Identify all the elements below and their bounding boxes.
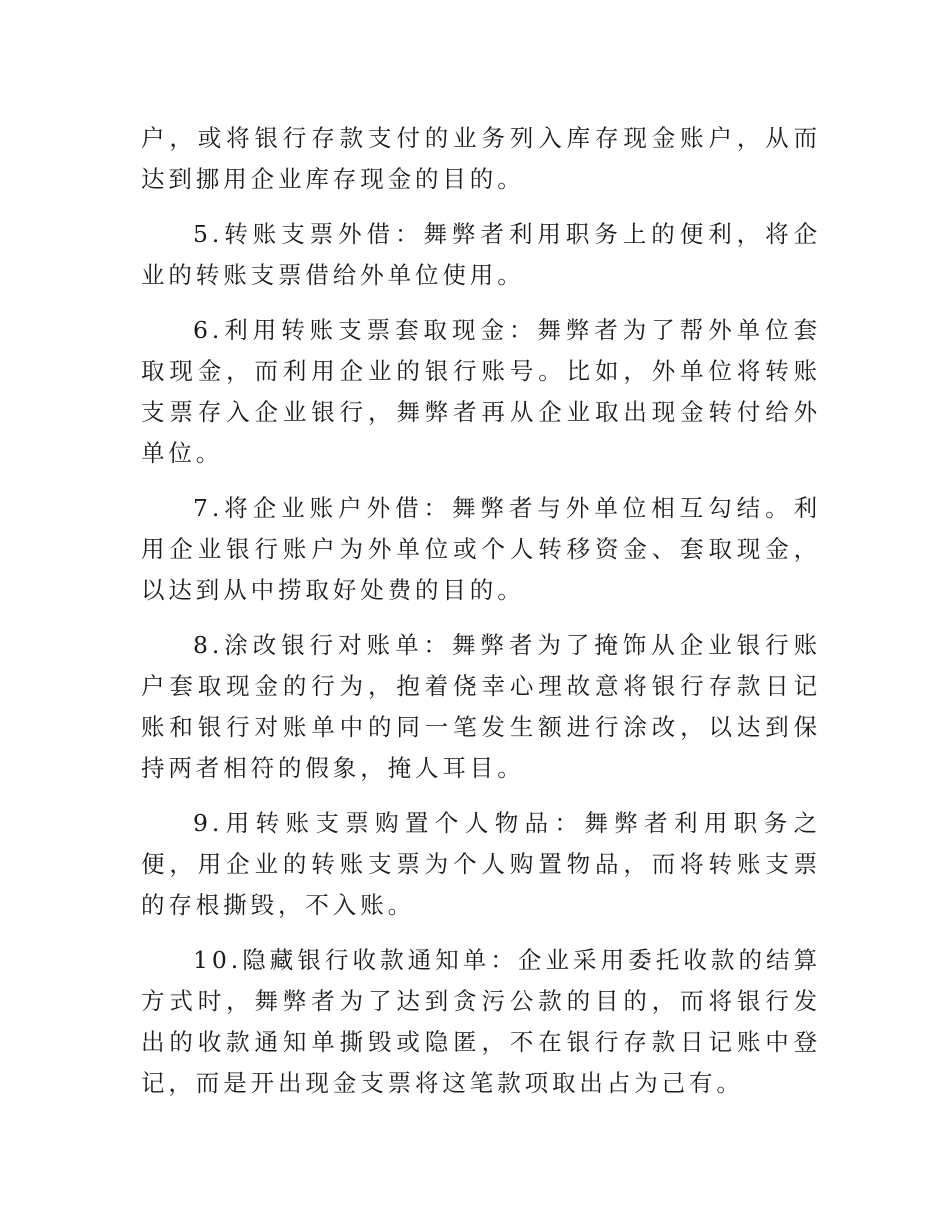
paragraph-item-7: 7.将企业账户外借：舞弊者与外单位相互勾结。利用企业银行账户为外单位或个人转移资金、套取现金，以达到从中捞取好处费的目的。 [141,494,821,604]
paragraph-item-9: 9.用转账支票购置个人物品：舞弊者利用职务之便，用企业的转账支票为个人购置物品，而将转账支票的存根撕毁，不入账。 [141,809,821,919]
paragraph-item-5: 5.转账支票外借：舞弊者利用职务上的便利，将企业的转账支票借给外单位使用。 [141,220,821,289]
paragraph-item-10: 10.隐藏银行收款通知单：企业采用委托收款的结算方式时，舞弊者为了达到贪污公款的目的，而将银行发出的收款通知单撕毁或隐匿，不在银行存款日记账中登记，而是开出现金支票将这笔款项取出占为己有。 [141,946,821,1097]
paragraph-item-8: 8.涂改银行对账单：舞弊者为了掩饰从企业银行账户套取现金的行为，抱着侥幸心理故意将银行存款日记账和银行对账单中的同一笔发生额进行涂改，以达到保持两者相符的假象，掩人耳目。 [141,631,821,782]
paragraph-continuation: 户，或将银行存款支付的业务列入库存现金账户，从而达到挪用企业库存现金的目的。 [141,124,821,193]
paragraph-item-6: 6.利用转账支票套取现金：舞弊者为了帮外单位套取现金，而利用企业的银行账号。比如，外单位将转账支票存入企业银行，舞弊者再从企业取出现金转付给外单位。 [141,316,821,467]
document-body [141,118,821,1118]
